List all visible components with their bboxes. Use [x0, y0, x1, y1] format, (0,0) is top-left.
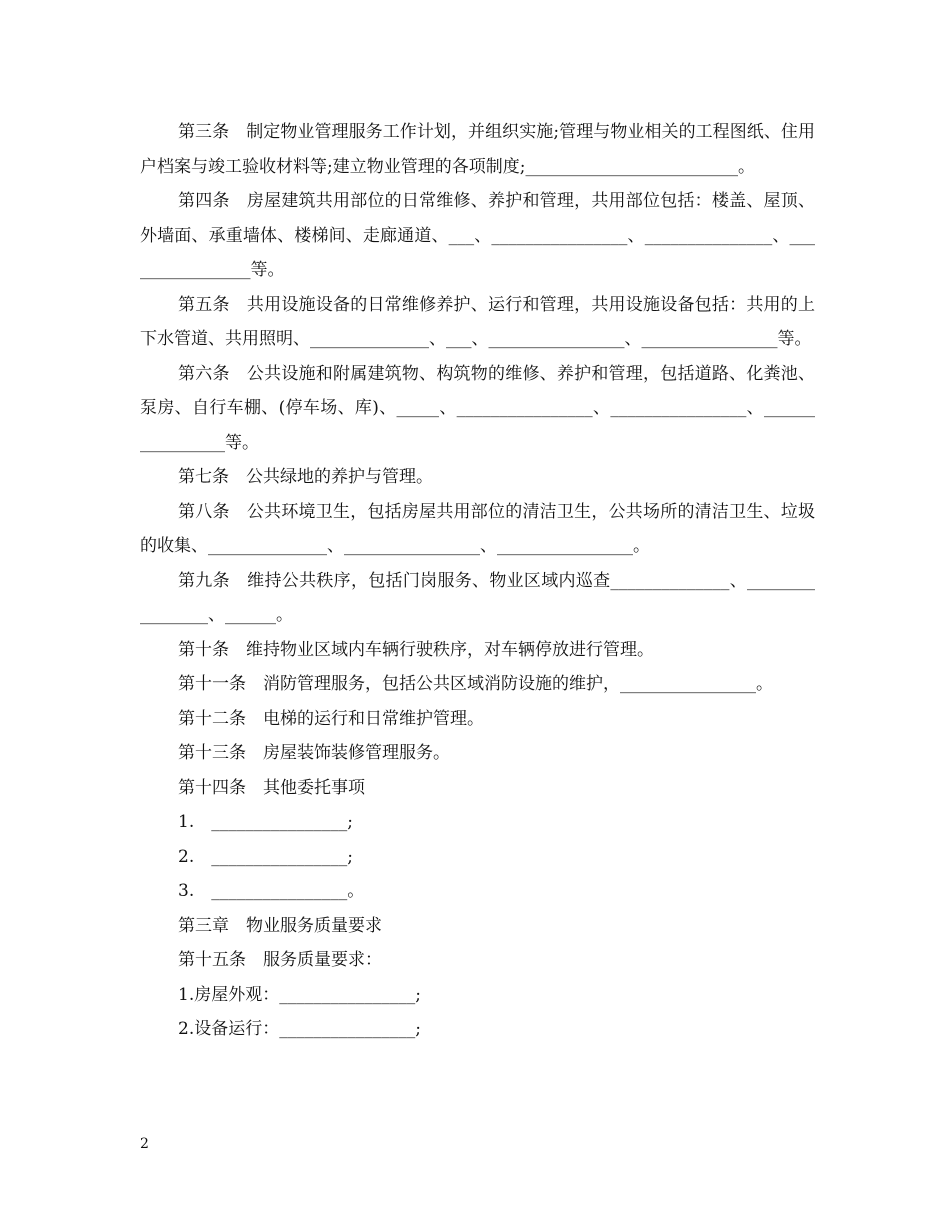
quality-item-2: 2.设备运行：________________; — [178, 1019, 421, 1039]
quality-item-1: 1.房屋外观：________________; — [178, 984, 421, 1005]
article-11: 第十一条 消防管理服务，包括公共区域消防设施的维护，________________。 — [178, 674, 773, 694]
article-3: 第三条 制定物业管理服务工作计划，并组织实施;管理与物业相关的工程图纸、住用户档案与竣工验收材料等;建立物业管理的各项制度;_________________________。 — [140, 122, 815, 177]
list-item-3: 3. ________________。 — [178, 881, 365, 901]
article-12: 第十二条 电梯的运行和日常维护管理。 — [178, 708, 484, 729]
article-6: 第六条 公共设施和附属建筑物、构筑物的维修、养护和管理，包括道路、化粪池、泵房、自行车棚、(停车场、库)、_____、________________、________________、________________等。 — [140, 363, 815, 453]
article-8: 第八条 公共环境卫生，包括房屋共用部位的清洁卫生，公共场所的清洁卫生、垃圾的收集、______________、________________、________________。 — [140, 501, 815, 556]
list-item-1: 1. ________________; — [178, 812, 353, 832]
article-9: 第九条 维持公共秩序，包括门岗服务、物业区域内巡查______________、________________、______。 — [140, 570, 815, 625]
chapter-3-heading: 第三章 物业服务质量要求 — [178, 915, 382, 936]
article-13: 第十三条 房屋装饰装修管理服务。 — [178, 743, 450, 763]
article-4: 第四条 房屋建筑共用部位的日常维修、养护和管理，共用部位包括：楼盖、屋顶、外墙面、承重墙体、楼梯间、走廊通道、___、________________、_______________、________________等。 — [140, 191, 815, 280]
list-item-2: 2. ________________; — [178, 846, 353, 867]
article-15: 第十五条 服务质量要求： — [178, 950, 382, 970]
article-7: 第七条 公共绿地的养护与管理。 — [178, 467, 433, 487]
article-10: 第十条 维持物业区域内车辆行驶秩序，对车辆停放进行管理。 — [178, 639, 654, 660]
article-14: 第十四条 其他委托事项 — [178, 777, 365, 798]
page-number: 2 — [140, 1136, 149, 1152]
document-body — [140, 115, 815, 1047]
article-5: 第五条 共用设施设备的日常维修养护、运行和管理，共用设施设备包括：共用的上下水管道、共用照明、______________、___、________________、________________等。 — [140, 294, 815, 349]
